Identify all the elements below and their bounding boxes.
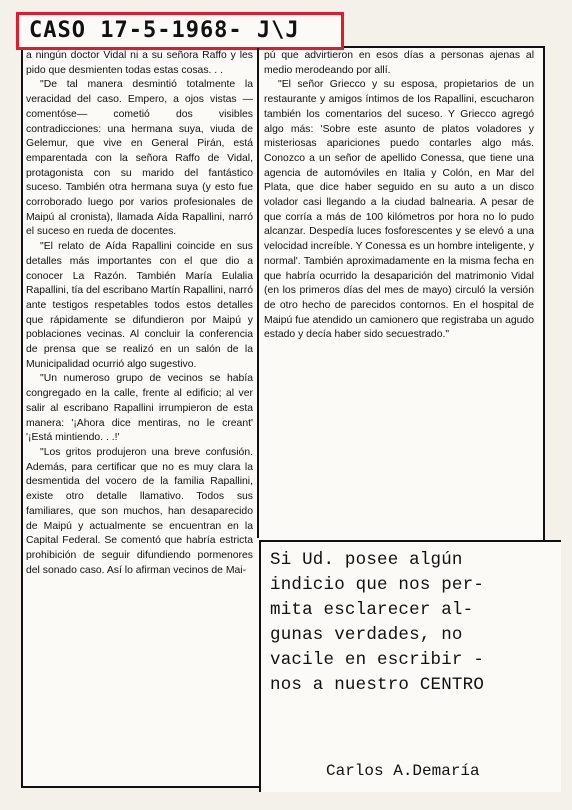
column-divider [257,48,259,538]
signature: Carlos A.Demaría [326,762,480,780]
paragraph: a ningún doctor Vidal ni a su señora Raffo y les pido que desmienten todas estas cosas. . . [26,50,253,76]
paragraph: "Los gritos produjeron una breve confusión. Además, para certificar que no es muy clara la desmentida del vocero de la familia Rapallini, existe otro detalle llamativo. Todos sus familiares, que son muchos, han desaparecido de Maipú y actualmente se encuentran en la Capital Federal. Se comentó que habría estricta prohibición de seguir difundiendo pormenores del sonado caso. Así lo afirman vecinos de Mai- [26,446,253,576]
article-column-left [26,49,253,784]
paragraph: "Un numeroso grupo de vecinos se había congregado en la calle, frente al edificio; al ver salir al escribano Rapallini irrumpieron de esta manera: '¡Ahora dice mentiras, no le creant' '¡Está mintiendo. . .!' [26,373,253,444]
paragraph: "De tal manera desmintió totalmente la veracidad del caso. Empero, a ojos vistas —comentóse— cometió dos visibles contradicciones: una hermana suya, viuda de Gelemur, que vive en General Pirán, está emparentada con la señora Raffo de Vidal, protagonista con su marido del fantástico suceso. También otra hermana suya (y esto fue corroborado luego por varios profesionales de Maipú al cronista), llamada Aída Rapallini, narró el suceso en rueda de docentes. [26,79,253,238]
article-column-right [264,49,534,539]
note-line: mita esclarecer al- [270,600,474,620]
typed-note [270,548,560,698]
paragraph: pú que advirtieron en esos días a personas ajenas al medio merodeando por allí. [264,50,534,76]
case-label: CASO 17-5-1968- J\J [29,18,300,43]
paragraph: "El relato de Aída Rapallini coincide en sus detalles más importantes con el que dio a conocer La Razón. También María Eulalia Rapallini, tía del escribano Martín Rapallini, narró ante testigos respetables todos estos detalles que rápidamente se difundieron por Maipú y poblaciones vecinas. Al concluir la conferencia de prensa que se realizó en un salón de la Municipalidad ocurrió algo sugestivo. [26,241,253,370]
note-line: nos a nuestro CENTRO [270,675,485,695]
note-line: Si Ud. posee algún [270,550,463,570]
case-header-box [16,12,344,50]
note-line: gunas verdades, no [270,625,463,645]
paragraph: "El señor Griecco y su esposa, propietarios de un restaurante y amigos íntimos de los Rapallini, escucharon también los comentarios del suceso. Y Griecco agregó algo más: 'Sobre este asunto de platos voladores y misteriosas apariciones puedo contarles algo más. Conozco a un señor de apellido Conessa, que tiene una agencia de automóviles en Italia y Colón, en Mar del Plata, que dice haber seguido en su auto a un disco volador casi llegando a la ciudad balnearia. A pesar de que corría a más de 100 kilómetros por hora no lo pudo alcanzar. Despedía luces fosforescentes y se elevó a una velocidad increíble. Y Conessa es un hombre inteligente, y normal'. También aproximadamente en la misma fecha en que habría ocurrido la desaparición del matrimonio Vidal (en los primeros días del mes de mayo) circuló la versión de otro hecho de parecidos contornos. En el hospital de Maipú fue atendido un camionero que registraba un agudo estado y decía haber sido secuestrado." [264,79,534,341]
note-line: vacile en escribir - [270,650,485,670]
note-line: indicio que nos per- [270,575,485,595]
